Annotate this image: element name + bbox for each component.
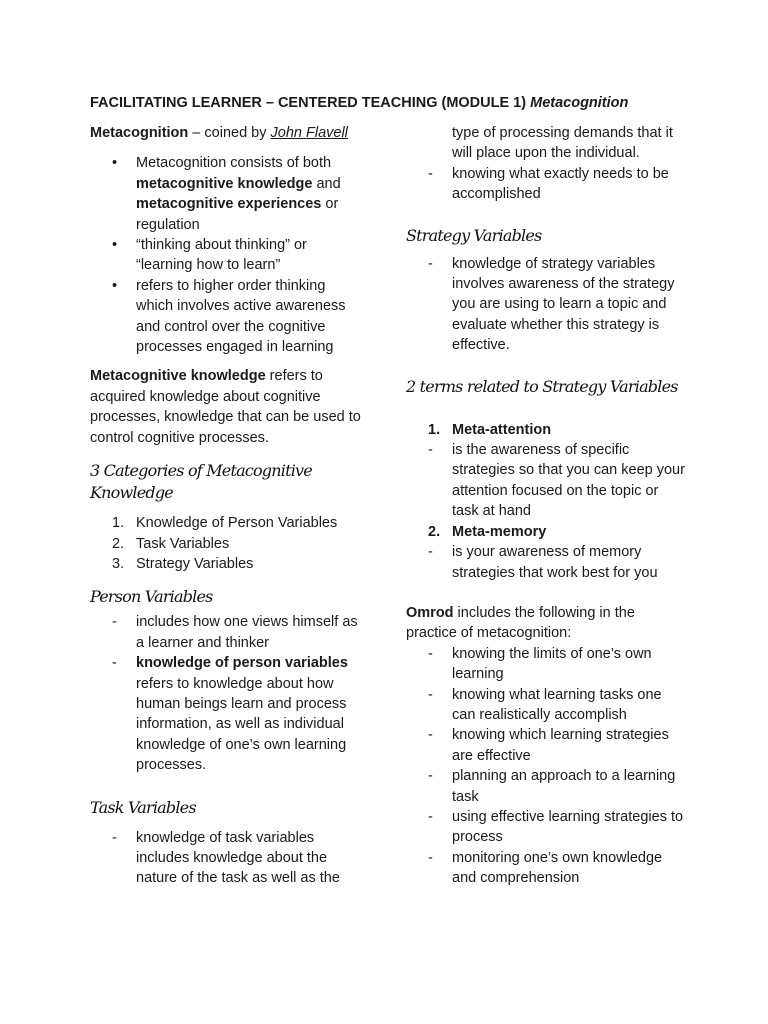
- bullet-item: [90, 276, 365, 358]
- list-text: Knowledge of Person Variables: [136, 515, 338, 532]
- bullet-bold: metacognitive knowledge: [136, 175, 313, 192]
- bullet-bold: metacognitive experiences: [136, 196, 322, 213]
- list-text: includes how one views himself as a learner and thinker: [136, 614, 358, 651]
- list-text: refers to knowledge about how human beings learn and process information, as well as individual knowledge of one’s own learning processes.: [136, 675, 347, 774]
- task-variables-list: [90, 828, 365, 889]
- term-description-list: [406, 542, 686, 583]
- metacognitive-knowledge-paragraph: [90, 366, 365, 448]
- list-number: 3.: [112, 555, 125, 572]
- intro-text: – coined by: [188, 125, 271, 141]
- term-name: Meta-attention: [452, 421, 552, 438]
- bullet-text: or regulation: [136, 196, 339, 233]
- list-item: [406, 522, 686, 542]
- omrod-text: includes the following in the practice of metacognition:: [406, 604, 635, 642]
- list-item: [90, 828, 365, 889]
- categories-list: [90, 513, 365, 574]
- title-main: FACILITATING LEARNER – CENTERED TEACHING (MODULE 1): [90, 95, 527, 111]
- list-item: [406, 807, 686, 848]
- right-column: [406, 123, 686, 889]
- bullet-text: and: [312, 175, 341, 192]
- strategy-variables-list: [406, 254, 686, 356]
- list-number: 1.: [428, 421, 441, 438]
- term-name: Meta-memory: [452, 523, 547, 540]
- term-description: is your awareness of memory strategies that work best for you: [452, 544, 658, 581]
- terms-heading: 2 terms related to Strategy Variables: [406, 376, 678, 396]
- list-number: 2.: [112, 535, 125, 552]
- list-item: [406, 254, 686, 356]
- bullet-item: [90, 153, 365, 235]
- categories-heading: 3 Categories of Metacognitive Knowledge: [90, 461, 312, 503]
- terms-list: [406, 420, 686, 440]
- omrod-paragraph: [406, 603, 686, 644]
- person-variables-list: [90, 612, 365, 775]
- list-item: [406, 848, 686, 889]
- list-item: [406, 164, 686, 205]
- list-text: using effective learning strategies to process: [452, 808, 684, 846]
- strategy-variables-heading: Strategy Variables: [406, 225, 542, 245]
- list-item: [90, 534, 365, 554]
- list-text: knowing the limits of one’s own learning: [452, 645, 652, 683]
- list-item: [90, 554, 365, 574]
- list-text: knowledge of strategy variables involves awareness of the strategy you are using to learn a topic and evaluate whether this strategy is effective.: [452, 255, 675, 354]
- task-variables-list-cont: [406, 164, 686, 205]
- list-text: Strategy Variables: [136, 555, 254, 572]
- terms-list: [406, 522, 686, 542]
- page-title: [90, 93, 730, 113]
- list-item: [406, 440, 686, 522]
- list-text: knowing what exactly needs to be accomplished: [452, 165, 669, 203]
- list-item: [90, 612, 365, 653]
- list-item: [406, 766, 686, 807]
- title-subject: Metacognition: [530, 95, 629, 111]
- list-item: [406, 542, 686, 583]
- bullet-item: [90, 235, 365, 276]
- list-text: knowing what learning tasks one can realistically accomplish: [452, 686, 662, 723]
- term-description: is the awareness of specific strategies so that you can keep your attention focused on the topic or task at hand: [452, 442, 685, 520]
- omrod-list: [406, 644, 686, 889]
- person-variables-heading: Person Variables: [90, 587, 213, 607]
- list-bold: knowledge of person variables: [136, 655, 348, 672]
- bullet-text: “thinking about thinking” or “learning how to learn”: [136, 237, 307, 274]
- list-text: knowledge of task variables includes knowledge about the nature of the task as well as the: [136, 829, 340, 887]
- term-description-list: [406, 440, 686, 522]
- list-item: [406, 685, 686, 726]
- list-item: [90, 513, 365, 533]
- bullet-text: refers to higher order thinking which involves active awareness and control over the cognitive processes engaged in learning: [136, 277, 346, 356]
- metacognition-bullet-list: [90, 153, 365, 357]
- list-item: [406, 420, 686, 440]
- intro-term: Metacognition: [90, 125, 189, 141]
- list-text: Task Variables: [136, 535, 230, 552]
- mk-text: refers to acquired knowledge about cognitive processes, knowledge that can be used to control cognitive processes.: [90, 368, 361, 446]
- list-item: [406, 644, 686, 685]
- list-text: monitoring one’s own knowledge and comprehension: [452, 849, 663, 887]
- left-column: [90, 123, 365, 889]
- list-number: 2.: [428, 523, 441, 540]
- task-variables-heading: Task Variables: [90, 797, 196, 817]
- list-text: knowing which learning strategies are effective: [452, 727, 669, 764]
- list-item: [90, 653, 365, 775]
- task-continuation: type of processing demands that it will place upon the individual.: [452, 125, 673, 162]
- list-item: [406, 725, 686, 766]
- mk-term: Metacognitive knowledge: [90, 368, 266, 385]
- intro-paragraph: [90, 123, 365, 143]
- bullet-text: Metacognition consists of both: [136, 155, 332, 172]
- intro-author: John Flavell: [270, 125, 348, 141]
- list-number: 1.: [112, 515, 125, 532]
- omrod-term: Omrod: [406, 604, 454, 621]
- list-text: planning an approach to a learning task: [452, 768, 676, 805]
